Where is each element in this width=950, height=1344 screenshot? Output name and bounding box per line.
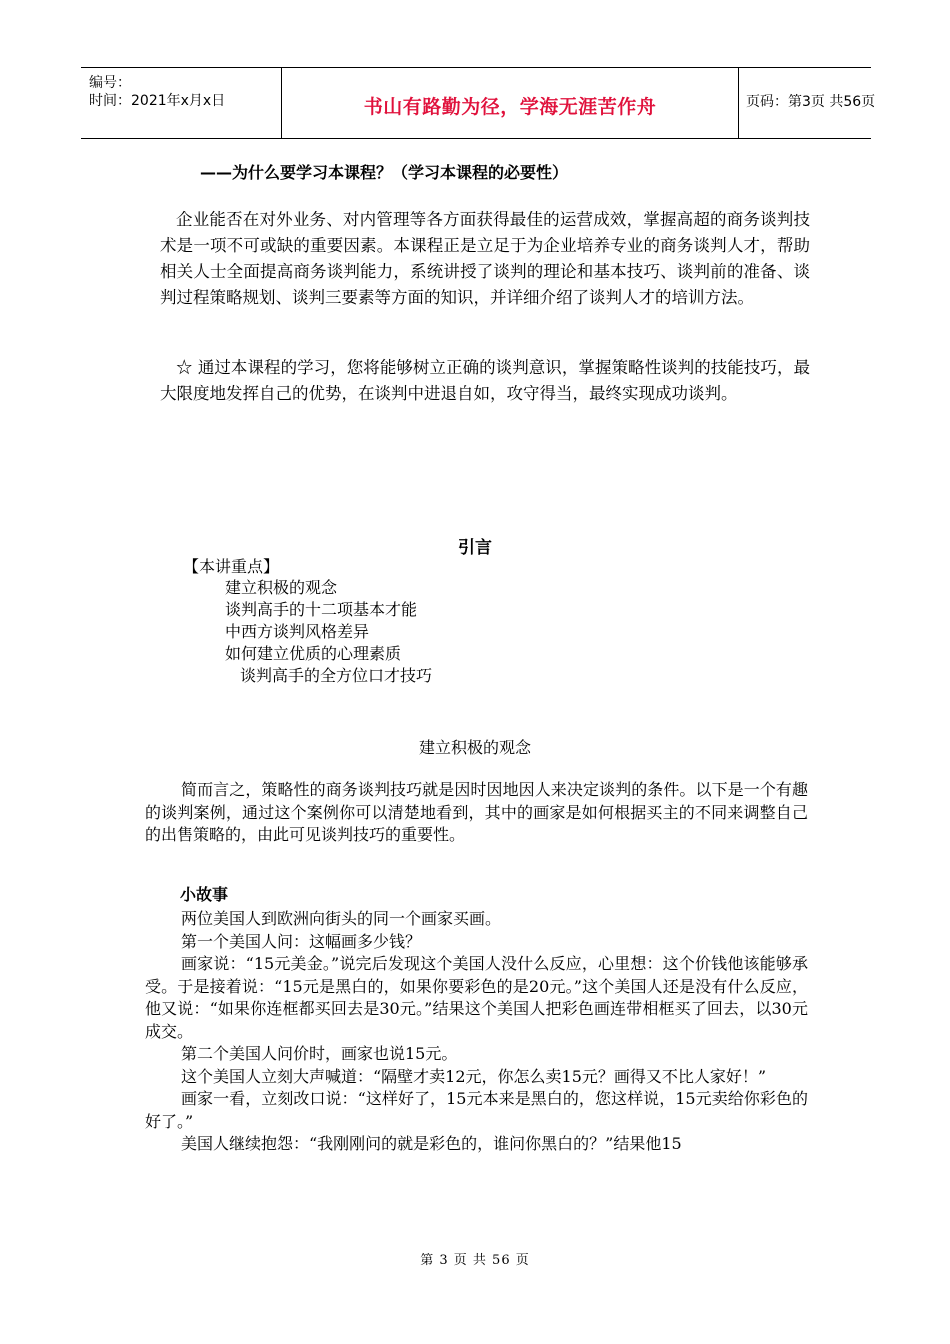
intro-paragraph-text: 企业能否在对外业务、对内管理等各方面获得最佳的运营成效，掌握高超的商务谈判技术是一项不可或缺的重要因素。本课程正是立足于为企业培养专业的商务谈判人才，帮助相关人士全面提高商务谈判能力，系统讲授了谈判的理论和基本技巧、谈判前的准备、谈判过程策略规划、谈判三要素等方面的知识，并详细介绍了谈判人才的培训方法。 [160,210,810,307]
key-points-label: 【本讲重点】 [183,557,280,576]
story-title: 小故事 [180,885,229,904]
key-point-item: 中西方谈判风格差异 [225,622,370,641]
story-paragraph: 画家说：“15元美金。”说完后发现这个美国人没什么反应，心里想：这个价钱他该能够承受。于是接着说：“15元是黑白的，如果你要彩色的是20元。”这个美国人还是没有什么反应，他又说：“如果你连框都买回去是30元。”结果这个美国人把彩色画连带相框买了回去，以30元成交。 [145,954,808,1041]
story-paragraph: 第二个美国人问价时，画家也说15元。 [181,1044,458,1063]
key-point-item: 谈判高手的全方位口才技巧 [240,666,433,685]
date-label: 时间：2021年x月x日 [89,93,226,109]
header-right-cell [738,68,876,138]
header-middle-cell [281,68,739,138]
page-subtitle: ——为什么要学习本课程？（学习本课程的必要性） [200,163,569,182]
intro-paragraph [160,207,810,311]
story-paragraph: 美国人继续抱怨：“我刚刚问的就是彩色的，谁问你黑白的？”结果他15 [181,1134,682,1153]
story-body [145,908,808,1156]
benefit-paragraph [160,355,810,407]
section-paragraph [145,779,808,847]
intro-title: 引言 [458,538,492,558]
header-left-cell [81,68,281,138]
story-paragraph: 这个美国人立刻大声喊道：“隔壁才卖12元，你怎么卖15元？画得又不比人家好！” [181,1066,767,1086]
benefit-paragraph-text: ☆ 通过本课程的学习，您将能够树立正确的谈判意识，掌握策略性谈判的技能技巧，最大限度地发挥自己的优势，在谈判中进退自如，攻守得当，最终实现成功谈判。 [160,358,810,403]
story-paragraph: 两位美国人到欧洲向街头的同一个画家买画。 [181,909,502,928]
key-point-item: 建立积极的观念 [225,578,338,597]
motto: 书山有路勤为径，学海无涯苦作舟 [363,96,657,118]
key-point-item: 如何建立优质的心理素质 [225,644,402,663]
section-title: 建立积极的观念 [418,738,531,757]
serial-number-label: 编号： [89,75,131,91]
section-paragraph-text: 简而言之，策略性的商务谈判技巧就是因时因地因人来决定谈判的条件。以下是一个有趣的谈判案例，通过这个案例你可以清楚地看到，其中的画家是如何根据买主的不同来调整自己的出售策略的，由此可见谈判技巧的重要性。 [145,780,808,844]
key-point-item: 谈判高手的十二项基本才能 [225,600,418,619]
page-footer: 第 3 页 共 56 页 [420,1253,530,1268]
page-number-label: 页码：第3页 共56页 [746,94,876,110]
header-table [81,67,876,139]
story-paragraph: 第一个美国人问：这幅画多少钱？ [181,931,422,951]
story-paragraph: 画家一看，立刻改口说：“这样好了，15元本来是黑白的，您这样说，15元卖给你彩色的好了。” [145,1089,808,1131]
